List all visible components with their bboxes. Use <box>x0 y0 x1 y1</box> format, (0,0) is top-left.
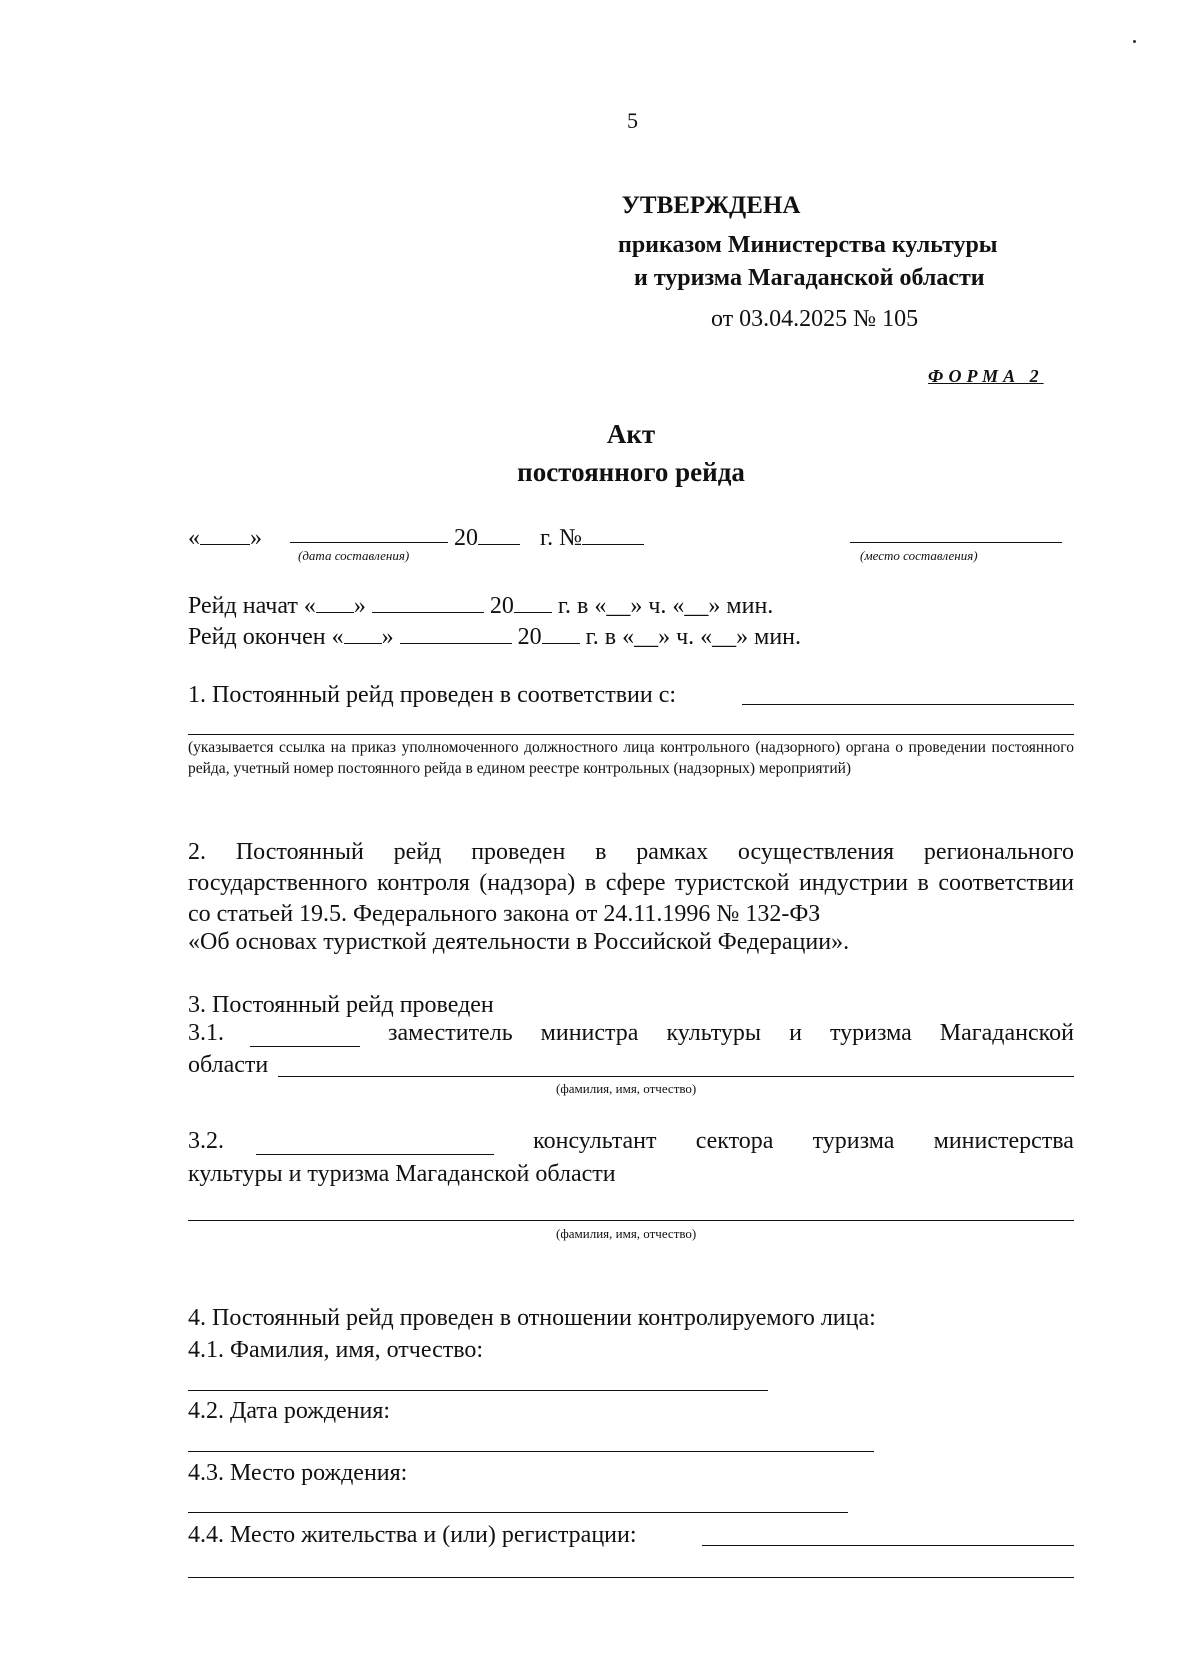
quote-open: « <box>188 525 200 551</box>
word: министерства <box>933 1128 1074 1154</box>
page-number: 5 <box>627 108 638 133</box>
document-subtitle: постоянного рейда <box>517 457 745 487</box>
section-2-text: 2. Постоянный рейд проведен в рамках осуществления регионального государственного контроля (надзора) в сфере туристской индустрии в соответствии со статьей 19.5. Федерального закона от 24.11.1996 № 132-ФЗ <box>188 839 1074 927</box>
place-caption: (место составления) <box>860 548 978 563</box>
approval-line-2: и туризма Магаданской области <box>634 265 985 291</box>
form-label: ФОРМА 2 <box>928 366 1044 386</box>
date-caption: (дата составления) <box>298 548 410 563</box>
section-3-heading: 3. Постоянный рейд проведен <box>188 992 494 1018</box>
section-4-1-field[interactable] <box>188 1390 768 1391</box>
section-1-field-cont[interactable] <box>188 734 1074 735</box>
section-4-4-label: 4.4. Место жительства и (или) регистрации: <box>188 1522 637 1548</box>
raid-end-time: г. в «__» ч. «__» мин. <box>585 624 802 650</box>
section-3-2-position-field[interactable] <box>256 1132 494 1155</box>
section-3-2-number: 3.2. <box>188 1128 224 1154</box>
section-4-3-label: 4.3. Место рождения: <box>188 1460 408 1486</box>
approval-line-1: приказом Министерства культуры <box>618 232 998 258</box>
section-1-text: 1. Постоянный рейд проведен в соответствии с: <box>188 682 677 708</box>
approval-heading: УТВЕРЖДЕНА <box>621 192 801 219</box>
section-3-1-cont: области <box>188 1052 269 1078</box>
raid-start-year: 20 <box>489 593 514 619</box>
section-3-1-position-field[interactable] <box>250 1024 360 1047</box>
section-3-2-name-field[interactable] <box>188 1220 1074 1221</box>
word: Магаданской <box>939 1020 1074 1046</box>
section-3-1-caption: (фамилия, имя, отчество) <box>556 1081 697 1096</box>
word: туризма <box>812 1128 895 1154</box>
section-1-note: (указывается ссылка на приказ уполномоченного должностного лица контрольного (надзорного) органа о проведении постоянного рейда, учетный номер постоянного рейда в едином реестре контрольных (надзорных) мероприятий) <box>188 739 1074 777</box>
date-year-field[interactable] <box>454 522 520 552</box>
section-3-1-row <box>188 1020 1074 1047</box>
raid-start-time: г. в «__» ч. «__» мин. <box>557 593 774 619</box>
section-4-4-field-cont[interactable] <box>188 1577 1074 1578</box>
section-4-2-label: 4.2. Дата рождения: <box>188 1398 391 1424</box>
section-3-2-row <box>188 1128 1074 1155</box>
quote-close: » <box>250 525 262 551</box>
word: сектора <box>695 1128 774 1154</box>
section-4-2-field[interactable] <box>188 1451 874 1452</box>
section-2-last-line: «Об основах туристкой деятельности в Российской Федерации». <box>188 929 850 955</box>
raid-start-row[interactable]: Рейд начат « » 20 г. в «__» ч. «__» мин. <box>188 590 773 620</box>
place-field[interactable] <box>850 542 1062 543</box>
word: заместитель <box>388 1020 513 1046</box>
section-4-4-field[interactable] <box>702 1545 1074 1546</box>
word: консультант <box>533 1128 657 1154</box>
section-1-field[interactable] <box>742 704 1074 705</box>
date-month-field[interactable] <box>290 542 448 543</box>
section-3-2-caption: (фамилия, имя, отчество) <box>556 1226 697 1241</box>
word: культуры <box>666 1020 762 1046</box>
section-3-2-cont: культуры и туризма Магаданской области <box>188 1161 616 1187</box>
section-3-1-name-field[interactable] <box>278 1076 1074 1077</box>
word: и <box>789 1020 802 1046</box>
section-4-1-label: 4.1. Фамилия, имя, отчество: <box>188 1337 484 1363</box>
date-day-field[interactable] <box>188 522 262 552</box>
section-3-1-number: 3.1. <box>188 1020 224 1046</box>
approval-order-number: от 03.04.2025 № 105 <box>711 306 919 332</box>
raid-end-label: Рейд окончен <box>188 624 326 650</box>
raid-end-row[interactable]: Рейд окончен « » 20 г. в «__» ч. «__» мин. <box>188 621 801 651</box>
raid-end-year: 20 <box>517 624 542 650</box>
section-4-3-field[interactable] <box>188 1512 848 1513</box>
act-number-field[interactable] <box>540 522 644 552</box>
year-prefix: 20 <box>454 525 478 551</box>
raid-start-label: Рейд начат <box>188 593 298 619</box>
word: министра <box>540 1020 639 1046</box>
document-title: Акт <box>606 419 656 449</box>
act-number-label: г. № <box>540 525 583 551</box>
scan-speck <box>1133 40 1136 43</box>
section-4-heading: 4. Постоянный рейд проведен в отношении контролируемого лица: <box>188 1305 876 1331</box>
word: туризма <box>829 1020 912 1046</box>
